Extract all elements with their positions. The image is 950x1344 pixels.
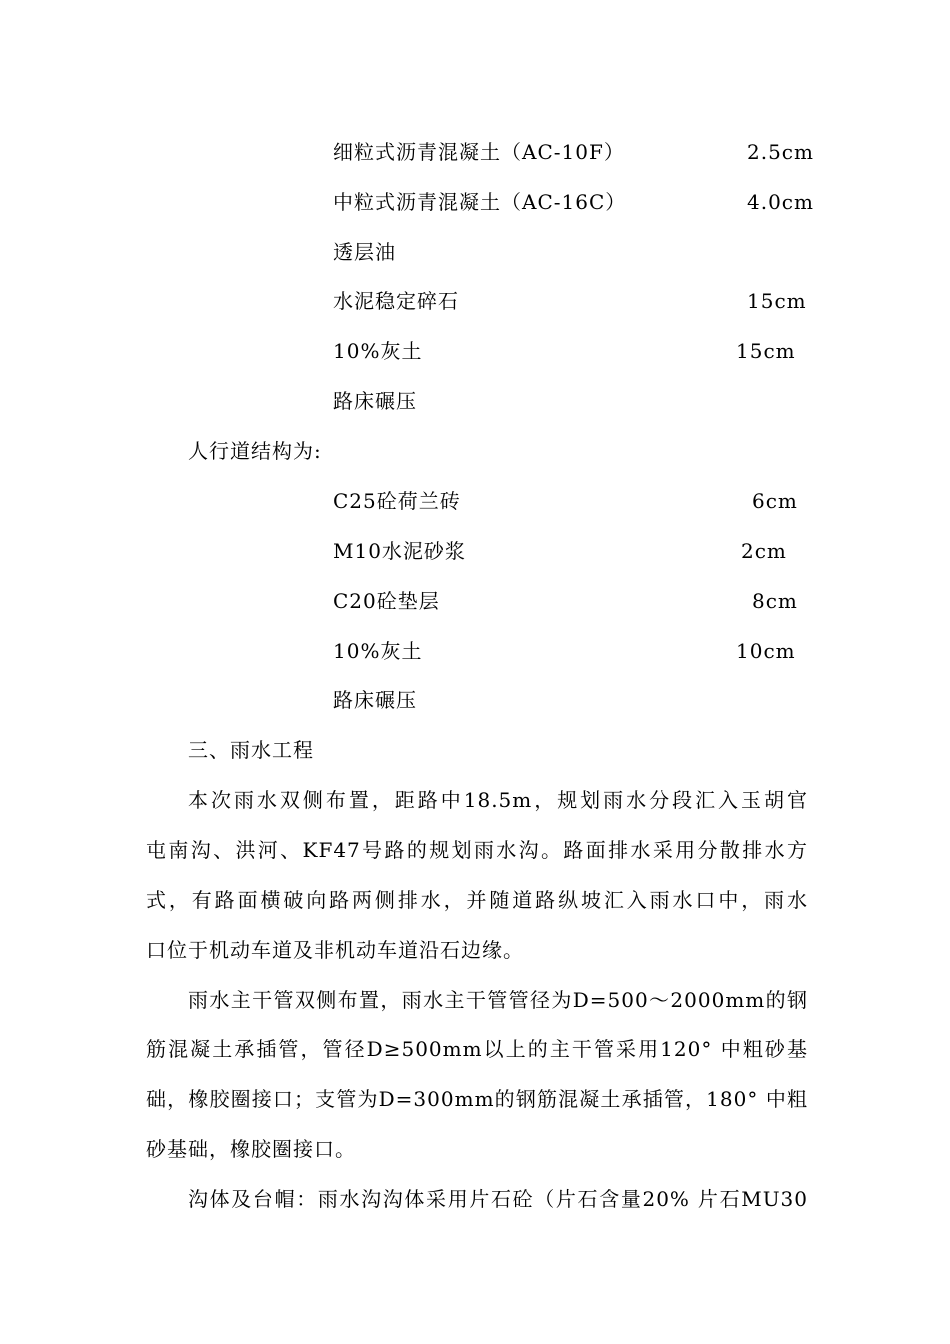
paragraph-line: 筋混凝土承插管，管径D≥500mm以上的主干管采用120° 中粗砂基	[146, 1037, 808, 1061]
roadway-layer-name: 10%灰土	[333, 339, 423, 363]
paragraph-line: 砂基础，橡胶圈接口。	[146, 1137, 356, 1161]
roadway-layer-thickness: 15cm	[736, 339, 796, 363]
roadway-layer-name: 水泥稳定碎石	[333, 289, 459, 313]
roadway-layer-name: 细粒式沥青混凝土（AC-10F）	[333, 140, 625, 164]
sidewalk-layer-thickness: 8cm	[752, 589, 798, 613]
sidewalk-layer-name: M10水泥砂浆	[333, 539, 466, 563]
paragraph-line: 沟体及台帽：雨水沟沟体采用片石砼（片石含量20% 片石MU30	[188, 1187, 808, 1211]
sidewalk-heading: 人行道结构为:	[188, 439, 322, 463]
roadway-layer-thickness: 2.5cm	[747, 140, 814, 164]
sidewalk-layer-name: C20砼垫层	[333, 589, 440, 613]
roadway-layer-name: 路床碾压	[333, 389, 417, 413]
paragraph-line: 屯南沟、洪河、KF47号路的规划雨水沟。路面排水采用分散排水方	[146, 838, 808, 862]
roadway-layer-name: 透层油	[333, 240, 396, 264]
paragraph-line: 式，有路面横破向路两侧排水，并随道路纵坡汇入雨水口中，雨水	[146, 888, 808, 912]
roadway-layer-name: 中粒式沥青混凝土（AC-16C）	[333, 190, 627, 214]
paragraph-line: 雨水主干管双侧布置，雨水主干管管径为D=500～2000mm的钢	[188, 988, 808, 1012]
sidewalk-layer-name: 10%灰土	[333, 639, 423, 663]
section-title: 三、雨水工程	[188, 738, 314, 762]
paragraph-line: 本次雨水双侧布置，距路中18.5m，规划雨水分段汇入玉胡官	[188, 788, 808, 812]
sidewalk-layer-thickness: 6cm	[752, 489, 798, 513]
paragraph-line: 口位于机动车道及非机动车道沿石边缘。	[146, 938, 524, 962]
paragraph-line: 础，橡胶圈接口；支管为D=300mm的钢筋混凝土承插管，180° 中粗	[146, 1087, 808, 1111]
sidewalk-layer-thickness: 2cm	[741, 539, 787, 563]
sidewalk-layer-thickness: 10cm	[736, 639, 796, 663]
roadway-layer-thickness: 4.0cm	[747, 190, 814, 214]
sidewalk-layer-name: C25砼荷兰砖	[333, 489, 461, 513]
sidewalk-layer-name: 路床碾压	[333, 688, 417, 712]
roadway-layer-thickness: 15cm	[747, 289, 807, 313]
